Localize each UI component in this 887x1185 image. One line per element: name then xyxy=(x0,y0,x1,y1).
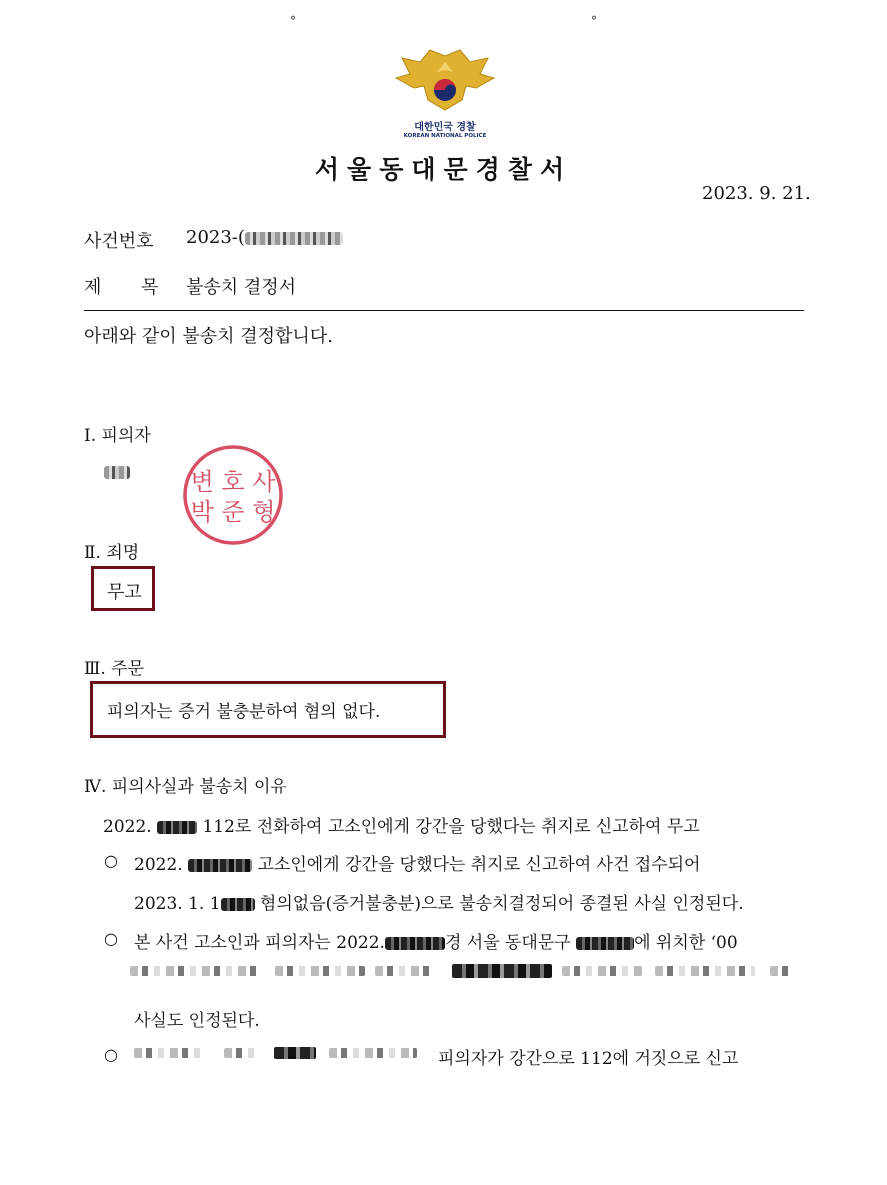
body-line-3: 2023. 1. 1 혐의없음(증거불충분)으로 불송치결정되어 종결된 사실 인정된다. xyxy=(134,894,744,914)
suspect-name-redacted xyxy=(104,462,130,481)
bullet-3: ○ xyxy=(104,1045,118,1064)
document-date: 2023. 9. 21. xyxy=(702,183,811,204)
office-title: 서울동대문경찰서 xyxy=(314,155,573,184)
subject-label-1: 제 xyxy=(84,277,102,298)
body-line-1: 2022. 112로 전화하여 고소인에게 강간을 당했다는 취지로 신고하여 무고 xyxy=(103,817,700,837)
section-3-heading: Ⅲ. 주문 xyxy=(84,659,145,679)
eagle-emblem-icon xyxy=(390,48,500,114)
section-2-heading: Ⅱ. 죄명 xyxy=(84,543,140,563)
redacted-date xyxy=(385,937,445,950)
bullet-2: ○ xyxy=(104,929,118,948)
lawyer-seal xyxy=(180,442,286,548)
redacted-address xyxy=(576,937,634,950)
redacted-date xyxy=(188,859,252,872)
subject-label-2: 목 xyxy=(141,277,159,298)
body-line-7: 피의자가 강간으로 112에 거짓으로 신고 xyxy=(438,1049,739,1069)
bullet-1: ○ xyxy=(104,851,118,870)
redacted-line xyxy=(134,1046,424,1060)
police-emblem xyxy=(390,48,500,138)
disposition-box xyxy=(90,681,446,738)
subject-value: 불송치 결정서 xyxy=(186,277,297,298)
case-number-label: 사건번호 xyxy=(84,231,154,252)
charge-box xyxy=(91,566,155,611)
redacted-case-number xyxy=(245,232,343,245)
disposition-value: 피의자는 증거 불충분하여 혐의 없다. xyxy=(107,702,381,722)
section-1-heading: Ⅰ. 피의자 xyxy=(84,426,151,446)
svg-text:변 호 사: 변 호 사 xyxy=(190,468,276,496)
redacted-date xyxy=(157,821,197,834)
section-4-heading: Ⅳ. 피의사실과 불송치 이유 xyxy=(84,777,287,797)
header-divider xyxy=(84,310,804,311)
case-number-value: 2023-( xyxy=(186,227,343,248)
top-mark-right: ° xyxy=(591,14,597,28)
charge-value: 무고 xyxy=(107,582,142,603)
body-line-2: 2022. 고소인에게 강간을 당했다는 취지로 신고하여 사건 접수되어 xyxy=(134,855,701,875)
redacted-line xyxy=(130,964,794,978)
top-mark-left: ° xyxy=(290,14,296,28)
redacted-date xyxy=(221,898,255,911)
body-line-6: 사실도 인정된다. xyxy=(134,1011,260,1031)
svg-text:박 준 형: 박 준 형 xyxy=(190,498,276,526)
emblem-text-ko: 대한민국 경찰 xyxy=(414,122,476,133)
intro-text: 아래와 같이 불송치 결정합니다. xyxy=(84,326,333,347)
emblem-text-en: KOREAN NATIONAL POLICE xyxy=(403,133,487,139)
body-line-4: 본 사건 고소인과 피의자는 2022. 경 서울 동대문구 에 위치한 ‘00 xyxy=(134,933,738,953)
seal-stamp-icon xyxy=(180,442,286,548)
